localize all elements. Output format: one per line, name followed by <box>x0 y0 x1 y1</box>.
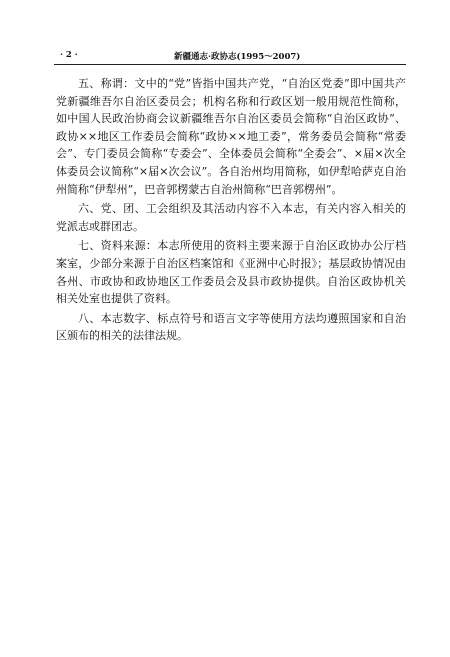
header-divider <box>54 64 406 65</box>
page-number: · 2 · <box>60 50 78 60</box>
running-title: 新疆通志·政协志(1995～2007) <box>174 52 301 62</box>
body-text <box>56 75 406 347</box>
paragraph-data-sources: 七、资料来源：本志所使用的资料主要来源于自治区政协办公厅档案室，少部分来源于自治区档案馆和《亚洲中心时报》；基层政协情况由各州、市政协和政协地区工作委员会及县市政协提供。自治区政协机关相关处室也提供了资料。 <box>56 239 406 306</box>
paragraph-standards: 八、本志数字、标点符号和语言文字等使用方法均遵照国家和自治区颁布的相关的法律法规。 <box>56 311 406 343</box>
paragraph-party-organizations: 六、党、团、工会组织及其活动内容不入本志，有关内容入相关的党派志或群团志。 <box>56 202 406 233</box>
paragraph-titles: 五、称谓：文中的“党”皆指中国共产党，“自治区党委”即中国共产党新疆维吾尔自治区委员会；机构名称和行政区划一般用规范性简称，如中国人民政治协商会议新疆维吾尔自治区委员会简称“自治区政协”、政协××地区工作委员会简称“政协××地工委”，常务委员会简称“常委会”、专门委员会简称“专委会”、全体委员会简称“全委会”、×届×次全体委员会议简称“×届×次会议”。各自治州均用简称，如伊犁哈萨克自治州简称“伊犁州”，巴音郭楞蒙古自治州简称“巴音郭楞州”。 <box>56 77 406 196</box>
